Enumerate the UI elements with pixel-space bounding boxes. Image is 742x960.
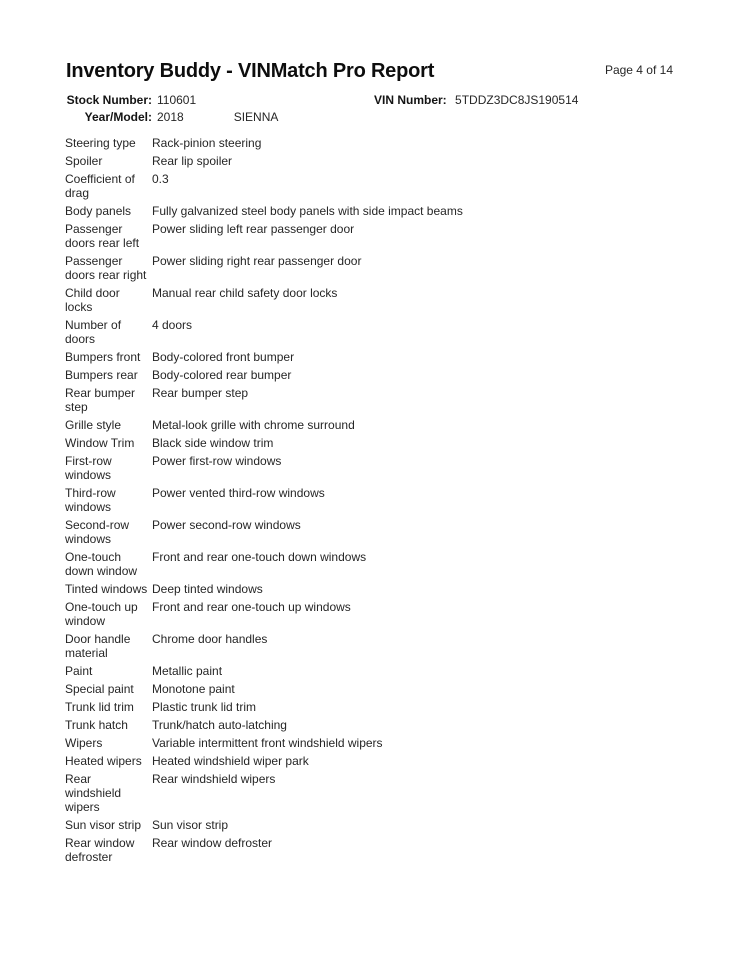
meta-row-year-model — [0, 111, 742, 128]
spec-label: Spoiler — [65, 154, 103, 168]
spec-label: First-row windows — [65, 454, 112, 482]
spec-label: Rear windshield wipers — [65, 772, 122, 814]
spec-label: Passenger doors rear right — [65, 254, 147, 282]
spec-value: Black side window trim — [152, 436, 274, 450]
spec-row — [65, 454, 679, 482]
spec-row — [65, 154, 679, 168]
spec-row — [65, 518, 679, 546]
spec-value: Sun visor strip — [152, 818, 229, 832]
spec-value: Rear lip spoiler — [152, 154, 233, 168]
spec-row — [65, 254, 679, 282]
spec-row — [65, 718, 679, 732]
spec-row — [65, 550, 679, 578]
spec-label: Special paint — [65, 682, 134, 696]
spec-label: Body panels — [65, 204, 132, 218]
spec-label: Steering type — [65, 136, 136, 150]
spec-value: Monotone paint — [152, 682, 235, 696]
spec-label: Third-row windows — [65, 486, 116, 514]
meta-row-stock — [0, 94, 742, 111]
spec-value: Trunk/hatch auto-latching — [152, 718, 287, 732]
spec-value: 0.3 — [152, 172, 169, 186]
spec-row — [65, 632, 679, 660]
spec-value: Power sliding left rear passenger door — [152, 222, 355, 236]
spec-value: Metal-look grille with chrome surround — [152, 418, 355, 432]
spec-row — [65, 418, 679, 432]
spec-value: Manual rear child safety door locks — [152, 286, 338, 300]
spec-label: One-touch down window — [65, 550, 138, 578]
spec-value: Rear windshield wipers — [152, 772, 276, 786]
spec-value: Body-colored rear bumper — [152, 368, 292, 382]
spec-value: Chrome door handles — [152, 632, 268, 646]
spec-value: Front and rear one-touch up windows — [152, 600, 351, 614]
spec-value: Rear bumper step — [152, 386, 249, 400]
spec-row — [65, 754, 679, 768]
report-meta — [0, 94, 742, 128]
vin-number-value: 5TDDZ3DC8JS190514 — [455, 93, 579, 107]
spec-value: Plastic trunk lid trim — [152, 700, 257, 714]
year-value: 2018 — [157, 110, 184, 124]
spec-row — [65, 136, 679, 150]
spec-row — [65, 368, 679, 382]
spec-value: Metallic paint — [152, 664, 223, 678]
spec-label: Window Trim — [65, 436, 135, 450]
spec-label: Rear bumper step — [65, 386, 136, 414]
spec-label: Paint — [65, 664, 93, 678]
spec-table — [65, 136, 679, 868]
spec-row — [65, 700, 679, 714]
spec-label: Second-row windows — [65, 518, 130, 546]
spec-label: Coefficient of drag — [65, 172, 135, 200]
stock-number-value: 110601 — [157, 93, 197, 107]
vin-group — [374, 94, 578, 107]
vin-number-label: VIN Number: — [374, 93, 447, 107]
spec-value: Variable intermittent front windshield wipers — [152, 736, 383, 750]
spec-label: Door handle material — [65, 632, 131, 660]
spec-row — [65, 818, 679, 832]
spec-value: Power sliding right rear passenger door — [152, 254, 362, 268]
spec-value: Front and rear one-touch down windows — [152, 550, 367, 564]
spec-label: Sun visor strip — [65, 818, 142, 832]
spec-value: Power second-row windows — [152, 518, 301, 532]
spec-label: Bumpers rear — [65, 368, 138, 382]
spec-row — [65, 582, 679, 596]
year-model-label: Year/Model: — [84, 110, 152, 124]
spec-value: Heated windshield wiper park — [152, 754, 309, 768]
spec-label: Wipers — [65, 736, 103, 750]
spec-value: Power first-row windows — [152, 454, 282, 468]
spec-row — [65, 836, 679, 864]
spec-row — [65, 772, 679, 814]
spec-row — [65, 172, 679, 200]
spec-label: Grille style — [65, 418, 122, 432]
model-value: SIENNA — [233, 110, 279, 124]
spec-value: Rack-pinion steering — [152, 136, 262, 150]
spec-row — [65, 286, 679, 314]
spec-value: Power vented third-row windows — [152, 486, 325, 500]
spec-row — [65, 386, 679, 414]
spec-row — [65, 204, 679, 218]
spec-label: Trunk lid trim — [65, 700, 134, 714]
spec-row — [65, 682, 679, 696]
spec-value: 4 doors — [152, 318, 193, 332]
spec-value: Deep tinted windows — [152, 582, 263, 596]
spec-label: Number of doors — [65, 318, 122, 346]
page-title: Inventory Buddy - VINMatch Pro Report — [66, 60, 435, 82]
spec-row — [65, 664, 679, 678]
spec-value: Body-colored front bumper — [152, 350, 295, 364]
spec-label: Tinted windows — [65, 582, 148, 596]
spec-label: One-touch up window — [65, 600, 138, 628]
spec-label: Bumpers front — [65, 350, 141, 364]
spec-label: Child door locks — [65, 286, 120, 314]
spec-value: Rear window defroster — [152, 836, 273, 850]
spec-row — [65, 318, 679, 346]
spec-label: Trunk hatch — [65, 718, 128, 732]
spec-row — [65, 350, 679, 364]
stock-number-label: Stock Number: — [66, 93, 152, 107]
spec-value: Fully galvanized steel body panels with side impact beams — [152, 204, 463, 218]
spec-label: Rear window defroster — [65, 836, 135, 864]
spec-row — [65, 436, 679, 450]
spec-label: Passenger doors rear left — [65, 222, 140, 250]
spec-row — [65, 486, 679, 514]
spec-row — [65, 600, 679, 628]
page-indicator: Page 4 of 14 — [604, 63, 673, 77]
spec-label: Heated wipers — [65, 754, 142, 768]
spec-row — [65, 222, 679, 250]
spec-row — [65, 736, 679, 750]
